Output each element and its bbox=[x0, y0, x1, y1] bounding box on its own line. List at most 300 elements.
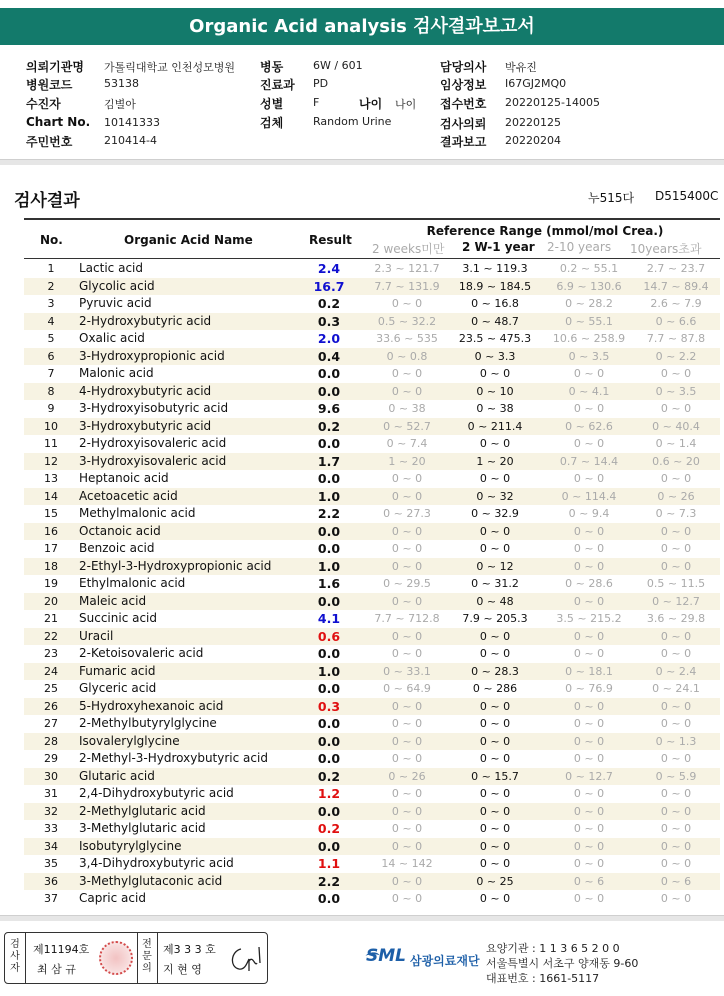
info-label: 주민번호 bbox=[26, 135, 73, 149]
ref-range-2w: 7.7 ~ 712.8 bbox=[374, 612, 440, 625]
row-no: 22 bbox=[44, 629, 58, 643]
result-value: 1.7 bbox=[317, 453, 341, 469]
info-value: 20220125-14005 bbox=[505, 96, 600, 109]
ref-range-2-10y: 0 ~ 28.2 bbox=[565, 297, 613, 310]
info-label: 성별 bbox=[260, 97, 284, 111]
ref-range-2w: 0 ~ 64.9 bbox=[383, 682, 431, 695]
acid-name: Maleic acid bbox=[79, 593, 147, 608]
ref-range-2w1y: 0 ~ 0 bbox=[479, 472, 511, 485]
row-no: 16 bbox=[44, 524, 58, 538]
info-label: 검사의뢰 bbox=[440, 117, 487, 131]
acid-name: 2,4-Dihydroxybutyric acid bbox=[79, 786, 234, 800]
ref-range-2-10y: 0 ~ 0 bbox=[573, 787, 605, 800]
ref-range-2w1y: 0 ~ 0 bbox=[479, 787, 511, 800]
ref-range-2w: 0 ~ 38 bbox=[388, 402, 426, 415]
info-value: I67GJ2MQ0 bbox=[505, 77, 567, 90]
result-value: 0.0 bbox=[317, 383, 341, 399]
ref-range-2w1y: 0 ~ 0 bbox=[479, 752, 511, 765]
table-row bbox=[24, 348, 720, 366]
ref-range-2w1y: 0 ~ 0 bbox=[479, 892, 511, 905]
acid-name: Fumaric acid bbox=[79, 663, 156, 678]
acid-name: 2-Ethyl-3-Hydroxypropionic acid bbox=[79, 558, 272, 573]
row-no: 21 bbox=[44, 612, 58, 625]
ref-range-2w: 0 ~ 0 bbox=[391, 734, 423, 748]
ref-range-10y: 0 ~ 3.5 bbox=[655, 384, 697, 398]
info-value: 김별아 bbox=[104, 98, 136, 111]
table-row bbox=[24, 890, 720, 908]
ref-range-2w: 0 ~ 26 bbox=[388, 769, 426, 783]
ref-range-2-10y: 0 ~ 0 bbox=[573, 752, 605, 765]
ref-range-2-10y: 0 ~ 0 bbox=[573, 367, 605, 380]
result-value: 0.0 bbox=[317, 366, 341, 381]
ref-col-header: 10years초과 bbox=[630, 242, 702, 256]
signature-box bbox=[4, 932, 268, 984]
table-row bbox=[24, 873, 720, 891]
ref-range-10y: 2.6 ~ 7.9 bbox=[650, 297, 702, 310]
ref-range-2-10y: 0 ~ 0 bbox=[573, 804, 605, 818]
ref-range-10y: 0 ~ 24.1 bbox=[652, 682, 700, 695]
table-row bbox=[24, 523, 720, 541]
sig-name: 지 현 영 bbox=[163, 963, 202, 976]
ref-range-2w1y: 0 ~ 0 bbox=[479, 542, 511, 555]
ref-range-2-10y: 0.7 ~ 14.4 bbox=[559, 454, 619, 468]
ref-range-2w: 0 ~ 0 bbox=[391, 647, 423, 660]
result-value: 0.4 bbox=[317, 348, 341, 364]
result-value: 0.0 bbox=[317, 541, 341, 556]
table-row bbox=[24, 785, 720, 803]
ref-range-2w: 0 ~ 0 bbox=[391, 892, 423, 905]
table-row bbox=[24, 558, 720, 576]
ref-range-2w: 0 ~ 0 bbox=[391, 594, 423, 608]
info-value: 6W / 601 bbox=[313, 59, 363, 72]
acid-name: Isobutyrylglycine bbox=[79, 838, 182, 853]
ref-range-2w1y: 18.9 ~ 184.5 bbox=[458, 279, 532, 293]
ref-range-2-10y: 0 ~ 62.6 bbox=[565, 419, 613, 433]
acid-name: Acetoacetic acid bbox=[79, 488, 178, 503]
row-no: 8 bbox=[47, 384, 55, 398]
table-row bbox=[24, 383, 720, 401]
ref-range-10y: 0 ~ 7.3 bbox=[655, 507, 697, 520]
info-value: 20220204 bbox=[505, 134, 561, 147]
table-row bbox=[24, 435, 720, 453]
table-row bbox=[24, 365, 720, 383]
ref-range-10y: 0 ~ 0 bbox=[660, 699, 692, 713]
ref-range-2w: 0 ~ 7.4 bbox=[386, 437, 428, 450]
acid-name: 2-Methylglutaric acid bbox=[79, 803, 206, 818]
table-row bbox=[24, 715, 720, 733]
ref-range-2w1y: 0 ~ 48 bbox=[476, 594, 514, 608]
ref-range-2w: 0 ~ 33.1 bbox=[383, 664, 431, 678]
sig-role-label: 검 사 자 bbox=[10, 939, 20, 974]
acid-name: Succinic acid bbox=[79, 611, 158, 625]
table-row bbox=[24, 418, 720, 436]
ref-range-10y: 0 ~ 12.7 bbox=[652, 594, 700, 608]
ref-range-2w: 0 ~ 0 bbox=[391, 297, 423, 310]
signature-icon bbox=[227, 941, 265, 975]
info-label: 접수번호 bbox=[440, 97, 487, 111]
info-value: PD bbox=[313, 77, 329, 90]
ref-range-2-10y: 0 ~ 0 bbox=[573, 734, 605, 748]
result-value: 1.1 bbox=[317, 856, 341, 871]
result-value: 1.0 bbox=[317, 488, 341, 504]
col-header-name: Organic Acid Name bbox=[124, 233, 253, 247]
table-row bbox=[24, 575, 720, 593]
ref-range-2w: 0 ~ 0 bbox=[391, 874, 423, 888]
ref-range-2-10y: 0 ~ 0 bbox=[573, 629, 605, 643]
ref-range-2-10y: 0 ~ 4.1 bbox=[568, 384, 610, 398]
row-no: 1 bbox=[47, 262, 55, 275]
ref-range-2w: 0 ~ 0 bbox=[391, 804, 423, 818]
result-value: 4.1 bbox=[317, 611, 341, 626]
institution-code: 요양기관 : 1 1 3 6 5 2 0 0 bbox=[486, 942, 620, 955]
ref-range-10y: 0 ~ 0 bbox=[660, 752, 692, 765]
ref-range-10y: 0 ~ 0 bbox=[660, 629, 692, 643]
ref-range-2w: 33.6 ~ 535 bbox=[376, 332, 438, 345]
divider bbox=[0, 915, 724, 921]
table-row bbox=[24, 663, 720, 681]
info-value: 53138 bbox=[104, 77, 139, 90]
table-row bbox=[24, 628, 720, 646]
row-no: 37 bbox=[44, 892, 58, 905]
acid-name: 2-Hydroxyisovaleric acid bbox=[79, 436, 227, 450]
ref-range-10y: 0 ~ 0 bbox=[660, 892, 692, 905]
result-value: 0.2 bbox=[317, 418, 341, 434]
info-label: Chart No. bbox=[26, 115, 91, 129]
ref-range-2-10y: 0 ~ 0 bbox=[573, 857, 605, 870]
ref-range-2-10y: 0 ~ 76.9 bbox=[565, 682, 613, 695]
ref-range-10y: 0.6 ~ 20 bbox=[652, 454, 700, 468]
acid-name: Glycolic acid bbox=[79, 278, 155, 293]
ref-range-10y: 0 ~ 0 bbox=[660, 822, 692, 835]
acid-name: Lactic acid bbox=[79, 261, 143, 275]
acid-name: 3-Hydroxypropionic acid bbox=[79, 348, 225, 363]
ref-range-2w1y: 0 ~ 28.3 bbox=[471, 664, 519, 678]
info-label: 임상정보 bbox=[440, 78, 487, 92]
acid-name: 2-Hydroxybutyric acid bbox=[79, 313, 212, 328]
ref-range-2-10y: 0 ~ 0 bbox=[573, 647, 605, 660]
ref-range-2w: 0 ~ 0 bbox=[391, 542, 423, 555]
info-label: 의뢰기관명 bbox=[26, 60, 84, 74]
row-no: 2 bbox=[47, 279, 55, 293]
table-row bbox=[24, 278, 720, 296]
ref-range-2-10y: 0.2 ~ 55.1 bbox=[559, 262, 619, 275]
ref-range-10y: 0 ~ 1.4 bbox=[655, 437, 697, 450]
info-value: 210414-4 bbox=[104, 134, 157, 147]
row-no: 35 bbox=[44, 857, 58, 870]
ref-range-2-10y: 0 ~ 0 bbox=[573, 542, 605, 555]
acid-name: 5-Hydroxyhexanoic acid bbox=[79, 698, 224, 713]
row-no: 23 bbox=[44, 647, 58, 660]
row-no: 13 bbox=[44, 472, 58, 485]
ref-range-2w: 0 ~ 0.8 bbox=[386, 349, 428, 363]
divider bbox=[137, 933, 138, 983]
section-meta: D515400C bbox=[655, 189, 719, 203]
ref-range-2w: 0 ~ 0 bbox=[391, 489, 423, 503]
acid-name: Isovalerylglycine bbox=[79, 733, 180, 748]
ref-range-2w1y: 7.9 ~ 205.3 bbox=[462, 612, 528, 625]
ref-range-2w1y: 0 ~ 12 bbox=[476, 559, 514, 573]
ref-range-10y: 0 ~ 0 bbox=[660, 402, 692, 415]
ref-range-2w1y: 0 ~ 0 bbox=[479, 734, 511, 748]
ref-range-10y: 0 ~ 0 bbox=[660, 542, 692, 555]
result-value: 0.0 bbox=[317, 733, 341, 749]
info-value: 가톨릭대학교 인천성모병원 bbox=[104, 61, 236, 74]
ref-range-2-10y: 0 ~ 0 bbox=[573, 839, 605, 853]
result-value: 0.0 bbox=[317, 471, 341, 486]
ref-range-10y: 0 ~ 0 bbox=[660, 717, 692, 730]
info-label: 병원코드 bbox=[26, 78, 73, 92]
ref-range-2w: 0 ~ 0 bbox=[391, 752, 423, 765]
seal-stamp-icon bbox=[99, 941, 133, 975]
ref-range-10y: 0 ~ 0 bbox=[660, 804, 692, 818]
row-no: 30 bbox=[44, 769, 58, 783]
ref-range-2-10y: 0 ~ 0 bbox=[573, 594, 605, 608]
row-no: 29 bbox=[44, 752, 58, 765]
row-no: 28 bbox=[44, 734, 58, 748]
ref-range-10y: 0 ~ 0 bbox=[660, 559, 692, 573]
ref-range-10y: 0 ~ 26 bbox=[657, 489, 695, 503]
ref-col-header: 2 W-1 year bbox=[462, 240, 535, 254]
ref-range-2w1y: 0 ~ 15.7 bbox=[471, 769, 519, 783]
result-value: 0.3 bbox=[317, 698, 341, 714]
table-top-border bbox=[24, 218, 720, 220]
acid-name: Glutaric acid bbox=[79, 768, 155, 783]
sig-name: 최 삼 규 bbox=[37, 963, 76, 976]
ref-range-2w1y: 0 ~ 0 bbox=[479, 839, 511, 853]
table-row bbox=[24, 820, 720, 838]
ref-range-2w: 0 ~ 0 bbox=[391, 717, 423, 730]
result-value: 0.0 bbox=[317, 891, 341, 906]
table-header-border bbox=[24, 258, 720, 259]
acid-name: Octanoic acid bbox=[79, 523, 161, 538]
ref-range-2w1y: 0 ~ 211.4 bbox=[467, 419, 523, 433]
logo-sml: SML bbox=[366, 946, 406, 966]
sig-license-no: 제11194호 bbox=[33, 943, 90, 956]
acid-name: Glyceric acid bbox=[79, 681, 157, 695]
row-no: 34 bbox=[44, 839, 58, 853]
ref-range-2-10y: 0 ~ 3.5 bbox=[568, 349, 610, 363]
ref-range-2-10y: 0 ~ 114.4 bbox=[561, 489, 617, 503]
row-no: 24 bbox=[44, 664, 58, 678]
acid-name: 3,4-Dihydroxybutyric acid bbox=[79, 856, 234, 870]
result-value: 2.0 bbox=[317, 331, 341, 346]
acid-name: 2-Methyl-3-Hydroxybutyric acid bbox=[79, 751, 268, 765]
row-no: 4 bbox=[47, 314, 55, 328]
ref-range-2w: 0 ~ 27.3 bbox=[383, 507, 431, 520]
table-row bbox=[24, 488, 720, 506]
ref-range-10y: 14.7 ~ 89.4 bbox=[643, 279, 709, 293]
section-title: 검사결과 bbox=[14, 191, 80, 211]
ref-range-2w1y: 0 ~ 25 bbox=[476, 874, 514, 888]
ref-col-header: 2 weeks미만 bbox=[372, 242, 445, 256]
acid-name: 3-Hydroxyisovaleric acid bbox=[79, 453, 227, 468]
phone: 대표번호 : 1661-5117 bbox=[486, 972, 600, 985]
table-row bbox=[24, 610, 720, 628]
ref-range-2w1y: 0 ~ 286 bbox=[472, 682, 518, 695]
ref-range-2w1y: 0 ~ 0 bbox=[479, 437, 511, 450]
acid-name: Uracil bbox=[79, 628, 114, 643]
row-no: 15 bbox=[44, 507, 58, 520]
acid-name: 3-Hydroxybutyric acid bbox=[79, 418, 212, 433]
table-row bbox=[24, 470, 720, 488]
sig-role-label: 전 문 의 bbox=[142, 939, 152, 974]
ref-range-2-10y: 0 ~ 0 bbox=[573, 402, 605, 415]
row-no: 31 bbox=[44, 787, 58, 800]
result-value: 0.0 bbox=[317, 716, 341, 731]
ref-range-2w1y: 0 ~ 0 bbox=[479, 857, 511, 870]
row-no: 32 bbox=[44, 804, 58, 818]
result-value: 0.3 bbox=[317, 313, 341, 329]
ref-range-10y: 3.6 ~ 29.8 bbox=[646, 612, 706, 625]
result-value: 0.0 bbox=[317, 681, 341, 696]
divider bbox=[157, 933, 158, 983]
acid-name: Methylmalonic acid bbox=[79, 506, 196, 520]
ref-range-2w: 0 ~ 0 bbox=[391, 839, 423, 853]
ref-range-2-10y: 0 ~ 0 bbox=[573, 559, 605, 573]
row-no: 7 bbox=[47, 367, 55, 380]
ref-range-2w: 0 ~ 0 bbox=[391, 822, 423, 835]
result-value: 9.6 bbox=[317, 401, 341, 416]
ref-range-2-10y: 0 ~ 0 bbox=[573, 437, 605, 450]
ref-range-2-10y: 0 ~ 0 bbox=[573, 472, 605, 485]
info-value: 박유진 bbox=[505, 61, 537, 74]
table-row bbox=[24, 768, 720, 786]
logo-name: 삼광의료재단 bbox=[410, 954, 480, 968]
ref-range-10y: 0 ~ 2.4 bbox=[655, 664, 697, 678]
ref-range-10y: 0 ~ 0 bbox=[660, 367, 692, 380]
table-row bbox=[24, 330, 720, 348]
ref-range-10y: 0 ~ 0 bbox=[660, 647, 692, 660]
ref-range-2w: 0 ~ 29.5 bbox=[383, 577, 431, 590]
row-no: 9 bbox=[47, 402, 55, 415]
ref-range-2w1y: 0 ~ 0 bbox=[479, 647, 511, 660]
info-value: F bbox=[313, 96, 320, 109]
table-row bbox=[24, 295, 720, 313]
ref-range-10y: 0 ~ 6 bbox=[660, 874, 692, 888]
ref-range-2-10y: 6.9 ~ 130.6 bbox=[556, 279, 622, 293]
ref-range-2w1y: 0 ~ 0 bbox=[479, 699, 511, 713]
ref-range-2w: 0 ~ 0 bbox=[391, 559, 423, 573]
result-value: 0.0 bbox=[317, 838, 341, 854]
ref-range-2w1y: 0 ~ 38 bbox=[476, 402, 514, 415]
result-value: 1.0 bbox=[317, 663, 341, 679]
row-no: 10 bbox=[44, 419, 58, 433]
table-row bbox=[24, 313, 720, 331]
ref-range-2w1y: 0 ~ 31.2 bbox=[471, 577, 519, 590]
result-value: 2.4 bbox=[317, 261, 341, 276]
ref-range-10y: 0 ~ 0 bbox=[660, 787, 692, 800]
ref-range-2w: 0 ~ 0 bbox=[391, 787, 423, 800]
ref-range-10y: 0 ~ 0 bbox=[660, 839, 692, 853]
ref-range-10y: 0 ~ 40.4 bbox=[652, 419, 700, 433]
info-label: 결과보고 bbox=[440, 135, 487, 149]
col-header-result: Result bbox=[309, 233, 352, 247]
table-row bbox=[24, 453, 720, 471]
acid-name: 2-Ketoisovaleric acid bbox=[79, 646, 204, 660]
table-row bbox=[24, 260, 720, 278]
ref-range-2w1y: 0 ~ 32.9 bbox=[471, 507, 519, 520]
table-row bbox=[24, 838, 720, 856]
ref-range-2w1y: 0 ~ 48.7 bbox=[471, 314, 519, 328]
result-value: 16.7 bbox=[313, 278, 345, 294]
row-no: 25 bbox=[44, 682, 58, 695]
acid-name: Ethylmalonic acid bbox=[79, 576, 186, 590]
patient-info bbox=[0, 58, 724, 154]
results-table-body bbox=[24, 260, 720, 908]
info-value: 20220125 bbox=[505, 116, 561, 129]
row-no: 26 bbox=[44, 699, 58, 713]
ref-range-2w: 0.5 ~ 32.2 bbox=[377, 314, 437, 328]
ref-range-2w: 0 ~ 0 bbox=[391, 699, 423, 713]
info-label: 병동 bbox=[260, 60, 284, 74]
ref-range-2-10y: 0 ~ 0 bbox=[573, 822, 605, 835]
address: 서울특별시 서초구 양재동 9-60 bbox=[486, 957, 639, 970]
result-value: 0.0 bbox=[317, 646, 341, 661]
result-value: 0.2 bbox=[317, 821, 341, 836]
acid-name: Capric acid bbox=[79, 891, 146, 905]
table-row bbox=[24, 400, 720, 418]
result-value: 2.2 bbox=[317, 873, 341, 889]
ref-range-2w: 0 ~ 0 bbox=[391, 524, 423, 538]
info-label: 검체 bbox=[260, 116, 284, 130]
result-value: 0.2 bbox=[317, 296, 341, 311]
row-no: 19 bbox=[44, 577, 58, 590]
result-value: 0.0 bbox=[317, 523, 341, 539]
section-meta: 누515다 bbox=[588, 191, 635, 205]
info-value: Random Urine bbox=[313, 115, 392, 128]
ref-range-2-10y: 10.6 ~ 258.9 bbox=[552, 332, 626, 345]
divider bbox=[0, 159, 724, 165]
ref-range-10y: 0 ~ 0 bbox=[660, 524, 692, 538]
acid-name: 3-Hydroxyisobutyric acid bbox=[79, 401, 229, 415]
row-no: 3 bbox=[47, 297, 55, 310]
ref-range-2w1y: 0 ~ 0 bbox=[479, 629, 511, 643]
ref-range-2w1y: 0 ~ 16.8 bbox=[471, 297, 519, 310]
row-no: 11 bbox=[44, 437, 58, 450]
result-value: 0.0 bbox=[317, 436, 341, 451]
ref-range-10y: 7.7 ~ 87.8 bbox=[646, 332, 706, 345]
ref-range-2w: 7.7 ~ 131.9 bbox=[374, 279, 440, 293]
table-row bbox=[24, 733, 720, 751]
col-header-no: No. bbox=[40, 233, 63, 247]
row-no: 6 bbox=[47, 349, 55, 363]
ref-range-2-10y: 0 ~ 0 bbox=[573, 699, 605, 713]
ref-range-2w1y: 0 ~ 0 bbox=[479, 524, 511, 538]
result-value: 1.0 bbox=[317, 558, 341, 574]
ref-range-2-10y: 0 ~ 0 bbox=[573, 524, 605, 538]
info-value: 10141333 bbox=[104, 116, 160, 129]
result-value: 0.2 bbox=[317, 768, 341, 784]
table-row bbox=[24, 645, 720, 663]
result-value: 0.0 bbox=[317, 593, 341, 609]
ref-range-2-10y: 0 ~ 6 bbox=[573, 874, 605, 888]
ref-range-2w: 2.3 ~ 121.7 bbox=[374, 262, 440, 275]
ref-range-2w: 14 ~ 142 bbox=[381, 857, 433, 870]
info-label: 진료과 bbox=[260, 78, 295, 92]
acid-name: 3-Methylglutaconic acid bbox=[79, 873, 223, 888]
ref-range-2w: 0 ~ 0 bbox=[391, 629, 423, 643]
ref-range-2w1y: 0 ~ 10 bbox=[476, 384, 514, 398]
ref-range-2-10y: 0 ~ 12.7 bbox=[565, 769, 613, 783]
ref-col-header: 2-10 years bbox=[547, 240, 612, 254]
ref-range-10y: 0.5 ~ 11.5 bbox=[646, 577, 706, 590]
acid-name: Oxalic acid bbox=[79, 331, 145, 345]
ref-range-2-10y: 0 ~ 9.4 bbox=[568, 507, 610, 520]
table-row bbox=[24, 750, 720, 768]
ref-range-2-10y: 0 ~ 0 bbox=[573, 892, 605, 905]
info-label: 담당의사 bbox=[440, 60, 487, 74]
ref-range-2w: 0 ~ 0 bbox=[391, 472, 423, 485]
